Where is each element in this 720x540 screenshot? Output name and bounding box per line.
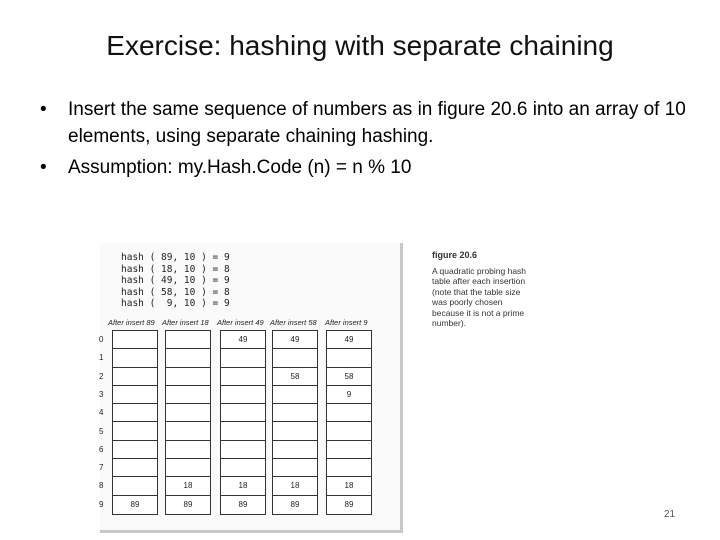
slide-title: Exercise: hashing with separate chaining bbox=[106, 30, 614, 61]
table-cell: 18 bbox=[327, 477, 371, 495]
bullet-dot-icon: • bbox=[40, 157, 47, 178]
table-cell bbox=[327, 441, 371, 459]
column-header: After insert 49 bbox=[217, 318, 264, 327]
bullet-item bbox=[38, 96, 688, 150]
table-cell: 89 bbox=[290, 499, 300, 509]
row-index: 0 bbox=[99, 335, 104, 344]
row-index: 5 bbox=[99, 426, 104, 436]
table-cell bbox=[327, 422, 371, 440]
table-cell bbox=[113, 349, 157, 367]
table-cell: 18 bbox=[221, 477, 265, 495]
table-column bbox=[220, 330, 266, 515]
table-cell bbox=[221, 386, 265, 404]
table-cell bbox=[221, 441, 265, 459]
table-cell bbox=[273, 422, 317, 440]
table-cell: 18 bbox=[166, 477, 210, 495]
column-header: After insert 58 bbox=[270, 318, 317, 327]
table-cell bbox=[221, 404, 265, 422]
table-column bbox=[326, 330, 372, 515]
figure-caption-heading: figure 20.6 bbox=[432, 250, 478, 260]
table-cell bbox=[166, 441, 210, 459]
table-cell bbox=[166, 368, 210, 386]
table-cell bbox=[113, 459, 157, 477]
figure-caption bbox=[432, 250, 527, 329]
table-cell bbox=[166, 386, 210, 404]
hash-line: hash ( 49, 10 ) = 9 bbox=[121, 275, 230, 287]
table-cell bbox=[327, 349, 371, 367]
table-cell bbox=[327, 404, 371, 422]
table-cell: 9 bbox=[327, 386, 371, 404]
table-cell bbox=[273, 441, 317, 459]
table-cell: 58 bbox=[273, 368, 317, 386]
column-header: After insert 9 bbox=[325, 318, 368, 327]
hash-line: hash ( 18, 10 ) = 8 bbox=[121, 263, 230, 275]
table-cell: 49 bbox=[221, 331, 265, 349]
table-cell bbox=[273, 404, 317, 422]
bullet-item bbox=[38, 154, 688, 181]
table-cell bbox=[113, 368, 157, 386]
table-cell bbox=[273, 459, 317, 477]
table-cell: 89 bbox=[344, 499, 354, 509]
hash-line: hash ( 58, 10 ) = 8 bbox=[121, 286, 230, 298]
row-index: 9 bbox=[99, 499, 104, 509]
table-column bbox=[112, 330, 158, 515]
figure-caption-text: A quadratic probing hash table after each insertion (note that the table size was poorly chosen because it is not a prime number). bbox=[432, 265, 527, 328]
table-cell: 49 bbox=[273, 331, 317, 349]
row-index: 4 bbox=[99, 408, 104, 418]
row-index: 6 bbox=[99, 444, 104, 454]
table-cell: 89 bbox=[238, 499, 248, 509]
table-cell bbox=[166, 349, 210, 367]
table-cell: 89 bbox=[183, 499, 193, 509]
table-cell bbox=[166, 459, 210, 477]
table-cell bbox=[113, 331, 157, 349]
table-cell: 18 bbox=[273, 477, 317, 495]
table-cell bbox=[327, 459, 371, 477]
table-cell bbox=[166, 422, 210, 440]
row-index: 2 bbox=[99, 371, 104, 381]
table-cell bbox=[113, 422, 157, 440]
row-index: 1 bbox=[99, 353, 104, 363]
table-cell bbox=[221, 349, 265, 367]
table-cell: 89 bbox=[130, 499, 140, 509]
bullet-list bbox=[38, 96, 688, 185]
table-cell bbox=[166, 331, 210, 349]
table-column bbox=[272, 330, 318, 515]
table-column bbox=[165, 330, 211, 515]
table-cell bbox=[166, 404, 210, 422]
bullet-text: Assumption: my.Hash.Code (n) = n % 10 bbox=[68, 157, 412, 178]
bullet-text: Insert the same sequence of numbers as in figure 20.6 into an array of 10 elements, using separate chaining hashing. bbox=[68, 99, 686, 147]
hash-line: hash ( 89, 10 ) = 9 bbox=[121, 252, 230, 263]
column-header: After insert 18 bbox=[162, 318, 209, 327]
column-header: After insert 89 bbox=[108, 318, 155, 327]
table-cell bbox=[273, 349, 317, 367]
hash-line: hash ( 9, 10 ) = 9 bbox=[121, 298, 230, 310]
bullet-dot-icon: • bbox=[40, 99, 47, 120]
row-index: 3 bbox=[99, 389, 104, 399]
table-cell bbox=[221, 422, 265, 440]
table-cell bbox=[113, 404, 157, 422]
table-cell bbox=[113, 477, 157, 495]
page-number: 21 bbox=[664, 509, 676, 520]
hash-computations bbox=[121, 252, 230, 310]
table-cell bbox=[273, 386, 317, 404]
table-cell: 49 bbox=[327, 331, 371, 349]
table-cell: 58 bbox=[327, 368, 371, 386]
table-cell bbox=[113, 386, 157, 404]
row-index: 8 bbox=[99, 481, 104, 491]
table-cell bbox=[221, 459, 265, 477]
row-index: 7 bbox=[99, 463, 104, 473]
table-cell bbox=[221, 368, 265, 386]
table-cell bbox=[113, 441, 157, 459]
